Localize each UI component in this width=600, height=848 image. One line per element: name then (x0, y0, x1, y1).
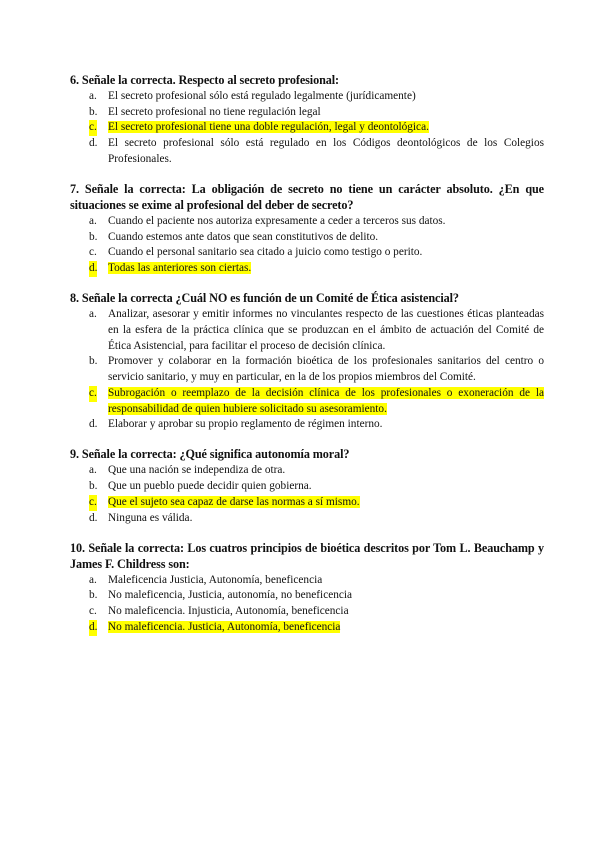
option-text: El secreto profesional sólo está regulado legalmente (jurídicamente) (108, 90, 416, 102)
options-list (70, 89, 544, 168)
option-item (70, 417, 544, 433)
option-text: Cuando el paciente nos autoriza expresamente a ceder a terceros sus datos. (108, 215, 446, 228)
option-item (70, 214, 544, 230)
question-8 (70, 290, 544, 433)
option-item-highlighted (70, 261, 544, 277)
question-6 (70, 72, 544, 168)
option-item-highlighted (70, 120, 544, 136)
options-list (70, 307, 544, 433)
option-letter: d. (89, 511, 98, 524)
option-item (70, 105, 544, 121)
option-item (70, 573, 544, 589)
option-text: Subrogación o reemplazo de la decisión clínica de los profesionales o exoneración de la responsabilidad de quien hubiere solicitado su asesoramiento. (108, 386, 544, 415)
option-letter: a. (89, 573, 97, 586)
option-letter: a. (89, 90, 97, 102)
question-9 (70, 446, 544, 526)
question-title: 9. Señale la correcta: ¿Qué significa autonomía moral? (70, 447, 350, 462)
options-list (70, 214, 544, 277)
option-letter: c. (89, 386, 97, 402)
option-text: Cuando el personal sanitario sea citado a juicio como testigo o perito. (108, 246, 423, 259)
option-text: Cuando estemos ante datos que sean constitutivos de delito. (108, 230, 379, 243)
option-item (70, 89, 544, 105)
option-item (70, 479, 544, 495)
option-letter: c. (89, 120, 97, 136)
option-text: El secreto profesional tiene una doble regulación, legal y deontológica. (108, 121, 429, 134)
option-item (70, 136, 544, 167)
option-item (70, 230, 544, 246)
option-letter: d. (89, 137, 98, 150)
option-letter: a. (89, 215, 97, 228)
option-letter: b. (89, 589, 98, 602)
option-letter: d. (89, 261, 97, 277)
option-item-highlighted (70, 620, 544, 636)
question-7 (70, 181, 544, 277)
question-title: 6. Señale la correcta. Respecto al secreto profesional: (70, 73, 339, 87)
option-letter: c. (89, 495, 97, 511)
option-letter: a. (89, 464, 97, 477)
option-text: Todas las anteriores son ciertas. (108, 262, 252, 275)
option-letter: b. (89, 230, 98, 243)
option-item (70, 463, 544, 479)
option-item (70, 604, 544, 620)
option-letter: c. (89, 605, 97, 618)
option-text: El secreto profesional no tiene regulación legal (108, 105, 321, 118)
option-text: Que el sujeto sea capaz de darse las normas a sí mismo. (108, 495, 360, 508)
option-item (70, 354, 544, 385)
option-text: Promover y colaborar en la formación bioética de los profesionales sanitarios del centro o servicio sanitario, y muy en particular, en la de los propios miembros del Comité. (108, 355, 544, 384)
question-title: 7. Señale la correcta: La obligación de secreto no tiene un carácter absoluto. ¿En que situaciones se exime al profesional del deber de secreto? (70, 182, 544, 213)
option-text: Elaborar y aprobar su propio reglamento de régimen interno. (108, 418, 383, 431)
option-item-highlighted (70, 386, 544, 417)
question-title: 8. Señale la correcta ¿Cuál NO es función de un Comité de Ética asistencial? (70, 291, 459, 306)
option-letter: b. (89, 105, 98, 118)
option-item (70, 511, 544, 527)
option-letter: d. (89, 418, 98, 431)
question-title: 10. Señale la correcta: Los cuatros principios de bioética descritos por Tom L. Beauchamp y James F. Childress son: (70, 540, 544, 571)
options-list (70, 573, 544, 636)
option-letter: d. (89, 620, 97, 636)
document-page (70, 72, 544, 649)
option-item (70, 588, 544, 604)
option-item (70, 245, 544, 261)
option-text: No maleficencia. Injusticia, Autonomía, beneficencia (108, 605, 349, 618)
option-letter: a. (89, 308, 97, 321)
option-item (70, 307, 544, 354)
option-text: Ninguna es válida. (108, 511, 193, 524)
option-text: Que un pueblo puede decidir quien gobierna. (108, 480, 312, 493)
option-text: No maleficencia. Justicia, Autonomía, beneficencia (108, 620, 341, 633)
options-list (70, 463, 544, 526)
question-10 (70, 540, 544, 636)
option-letter: b. (89, 355, 98, 368)
option-text: Que una nación se independiza de otra. (108, 464, 286, 477)
option-text: No maleficencia, Justicia, autonomía, no beneficencia (108, 589, 353, 602)
option-letter: b. (89, 480, 98, 493)
option-text: El secreto profesional sólo está regulado en los Códigos deontológicos de los Colegios Profesionales. (108, 137, 544, 165)
option-text: Maleficencia Justicia, Autonomía, beneficencia (108, 573, 323, 586)
option-text: Analizar, asesorar y emitir informes no vinculantes respecto de las cuestiones éticas planteadas en la esfera de la práctica clínica que se produzcan en el ámbito de actuación del Comité de Ética Asistencial, para facilitar el proceso de decisión clínica. (108, 308, 544, 352)
option-item-highlighted (70, 495, 544, 511)
option-letter: c. (89, 246, 97, 259)
